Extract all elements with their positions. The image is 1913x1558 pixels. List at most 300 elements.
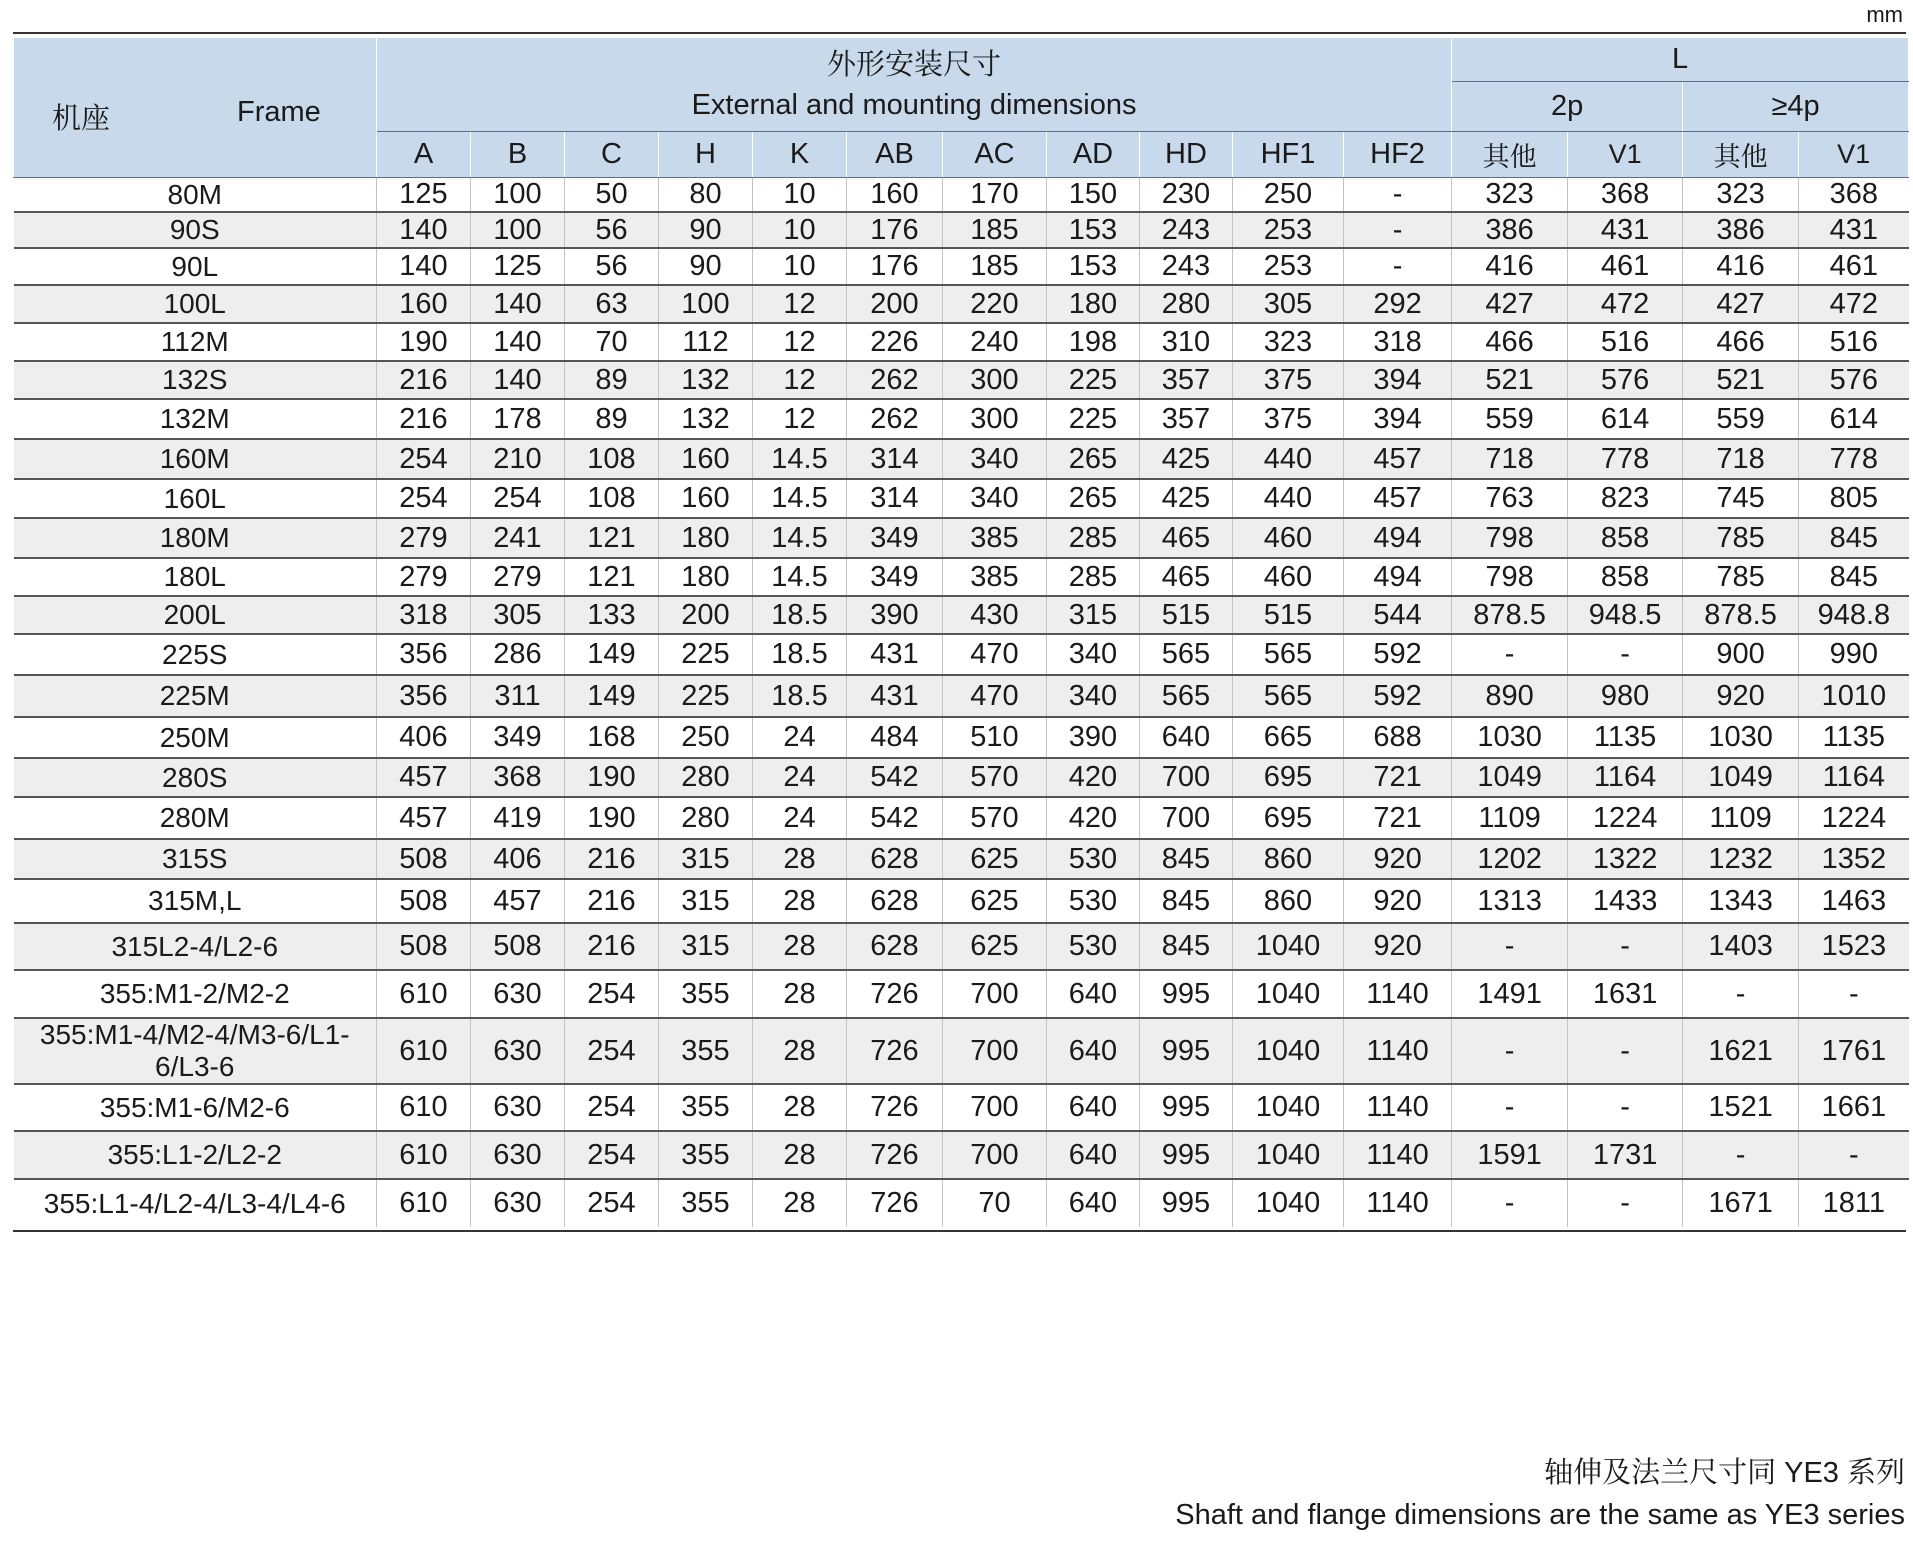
value-cell: 300 <box>943 399 1047 439</box>
value-cell: 419 <box>471 797 565 839</box>
value-cell: 318 <box>1344 323 1452 361</box>
value-cell: 153 <box>1047 248 1140 285</box>
value-cell: 845 <box>1140 839 1233 879</box>
value-cell: 200 <box>659 596 753 634</box>
value-cell: 845 <box>1140 879 1233 923</box>
value-cell: 1224 <box>1568 797 1683 839</box>
value-cell: - <box>1344 212 1452 248</box>
frame-cell: 355:M1-4/M2-4/M3-6/L1-6/L3-6 <box>14 1018 377 1084</box>
value-cell: 630 <box>471 1018 565 1084</box>
value-cell: 948.5 <box>1568 596 1683 634</box>
value-cell: 225 <box>1047 361 1140 399</box>
value-cell: 640 <box>1047 1179 1140 1227</box>
value-cell: 785 <box>1683 558 1799 596</box>
value-cell: 300 <box>943 361 1047 399</box>
value-cell: 108 <box>565 479 659 518</box>
value-cell: 89 <box>565 361 659 399</box>
value-cell: 628 <box>847 839 943 879</box>
value-cell: 190 <box>377 323 471 361</box>
value-cell: 226 <box>847 323 943 361</box>
value-cell: 108 <box>565 439 659 479</box>
frame-cell: 132S <box>14 361 377 399</box>
table-row <box>14 518 1909 558</box>
value-cell: 265 <box>1047 479 1140 518</box>
value-cell: 100 <box>471 178 565 213</box>
value-cell: 530 <box>1047 879 1140 923</box>
value-cell: 190 <box>565 797 659 839</box>
value-cell: 460 <box>1233 558 1344 596</box>
column-header-ab: AB <box>847 132 943 178</box>
value-cell: 133 <box>565 596 659 634</box>
value-cell: 516 <box>1799 323 1909 361</box>
value-cell: 368 <box>1568 178 1683 213</box>
value-cell: 140 <box>377 212 471 248</box>
value-cell: 640 <box>1140 717 1233 758</box>
value-cell: 279 <box>377 518 471 558</box>
value-cell: 700 <box>943 1084 1047 1131</box>
value-cell: 610 <box>377 1179 471 1227</box>
value-cell: 90 <box>659 248 753 285</box>
value-cell: 349 <box>847 518 943 558</box>
value-cell: 216 <box>377 399 471 439</box>
column-header-k: K <box>753 132 847 178</box>
value-cell: 465 <box>1140 518 1233 558</box>
value-cell: 285 <box>1047 558 1140 596</box>
value-cell: 349 <box>847 558 943 596</box>
value-cell: 292 <box>1344 285 1452 323</box>
value-cell: 570 <box>943 797 1047 839</box>
table-row <box>14 923 1909 970</box>
value-cell: 785 <box>1683 518 1799 558</box>
value-cell: 253 <box>1233 248 1344 285</box>
value-cell: 610 <box>377 1084 471 1131</box>
value-cell: - <box>1568 1018 1683 1084</box>
column-header-hf1: HF1 <box>1233 132 1344 178</box>
value-cell: 431 <box>1568 212 1683 248</box>
value-cell: 726 <box>847 1131 943 1179</box>
pole-2p-header: 2p <box>1452 82 1683 132</box>
value-cell: 890 <box>1452 675 1568 717</box>
value-cell: 100 <box>471 212 565 248</box>
value-cell: 1140 <box>1344 1018 1452 1084</box>
frame-cell: 280S <box>14 758 377 797</box>
value-cell: 494 <box>1344 518 1452 558</box>
frame-cell: 250M <box>14 717 377 758</box>
table-row <box>14 323 1909 361</box>
value-cell: 28 <box>753 1131 847 1179</box>
frame-cell: 112M <box>14 323 377 361</box>
value-cell: 28 <box>753 839 847 879</box>
frame-cell: 225S <box>14 634 377 675</box>
value-cell: 315 <box>659 923 753 970</box>
value-cell: 726 <box>847 970 943 1018</box>
value-cell: 920 <box>1344 839 1452 879</box>
value-cell: 225 <box>1047 399 1140 439</box>
value-cell: 254 <box>471 479 565 518</box>
value-cell: 542 <box>847 797 943 839</box>
value-cell: 14.5 <box>753 518 847 558</box>
value-cell: 28 <box>753 879 847 923</box>
value-cell: 14.5 <box>753 558 847 596</box>
value-cell: 375 <box>1233 399 1344 439</box>
value-cell: 515 <box>1233 596 1344 634</box>
value-cell: 1731 <box>1568 1131 1683 1179</box>
value-cell: 340 <box>943 439 1047 479</box>
value-cell: 198 <box>1047 323 1140 361</box>
footnote <box>1175 1452 1905 1536</box>
frame-cell: 280M <box>14 797 377 839</box>
table-row <box>14 879 1909 923</box>
value-cell: 349 <box>471 717 565 758</box>
value-cell: 470 <box>943 675 1047 717</box>
table-row <box>14 399 1909 439</box>
value-cell: 1232 <box>1683 839 1799 879</box>
value-cell: 570 <box>943 758 1047 797</box>
value-cell: 286 <box>471 634 565 675</box>
value-cell: - <box>1683 1131 1799 1179</box>
value-cell: 18.5 <box>753 596 847 634</box>
column-header-l-4p-other: 其他 <box>1683 132 1799 178</box>
value-cell: 90 <box>659 212 753 248</box>
value-cell: 178 <box>471 399 565 439</box>
value-cell: 995 <box>1140 1179 1233 1227</box>
value-cell: 778 <box>1568 439 1683 479</box>
value-cell: 1135 <box>1799 717 1909 758</box>
value-cell: 515 <box>1140 596 1233 634</box>
value-cell: 1040 <box>1233 923 1344 970</box>
value-cell: 323 <box>1233 323 1344 361</box>
value-cell: 160 <box>377 285 471 323</box>
table-row <box>14 248 1909 285</box>
value-cell: 185 <box>943 248 1047 285</box>
value-cell: 858 <box>1568 518 1683 558</box>
value-cell: - <box>1452 1018 1568 1084</box>
column-header-hd: HD <box>1140 132 1233 178</box>
value-cell: 995 <box>1140 1084 1233 1131</box>
value-cell: 1040 <box>1233 1131 1344 1179</box>
value-cell: 798 <box>1452 518 1568 558</box>
value-cell: 798 <box>1452 558 1568 596</box>
value-cell: 700 <box>943 1131 1047 1179</box>
value-cell: 688 <box>1344 717 1452 758</box>
value-cell: 1433 <box>1568 879 1683 923</box>
value-cell: 610 <box>377 1131 471 1179</box>
value-cell: 745 <box>1683 479 1799 518</box>
value-cell: 254 <box>377 439 471 479</box>
value-cell: 315 <box>659 879 753 923</box>
table-body <box>14 178 1909 1228</box>
table-row <box>14 970 1909 1018</box>
value-cell: 70 <box>943 1179 1047 1227</box>
value-cell: 125 <box>377 178 471 213</box>
value-cell: - <box>1452 1084 1568 1131</box>
table-row <box>14 758 1909 797</box>
value-cell: 14.5 <box>753 439 847 479</box>
value-cell: 823 <box>1568 479 1683 518</box>
value-cell: 700 <box>1140 758 1233 797</box>
value-cell: 140 <box>471 285 565 323</box>
value-cell: 254 <box>565 1131 659 1179</box>
value-cell: 262 <box>847 361 943 399</box>
value-cell: 878.5 <box>1452 596 1568 634</box>
value-cell: 310 <box>1140 323 1233 361</box>
value-cell: 28 <box>753 923 847 970</box>
value-cell: 311 <box>471 675 565 717</box>
value-cell: 394 <box>1344 361 1452 399</box>
value-cell: 323 <box>1452 178 1568 213</box>
dimension-table-wrapper <box>13 32 1906 1232</box>
value-cell: 279 <box>377 558 471 596</box>
frame-label-en: Frame <box>237 96 321 128</box>
table-row <box>14 1084 1909 1131</box>
value-cell: 153 <box>1047 212 1140 248</box>
value-cell: 1343 <box>1683 879 1799 923</box>
value-cell: 416 <box>1683 248 1799 285</box>
value-cell: 1140 <box>1344 970 1452 1018</box>
column-header-l-2p-v1: V1 <box>1568 132 1683 178</box>
value-cell: - <box>1568 923 1683 970</box>
table-row <box>14 797 1909 839</box>
value-cell: 920 <box>1344 923 1452 970</box>
value-cell: 1049 <box>1683 758 1799 797</box>
value-cell: 726 <box>847 1179 943 1227</box>
value-cell: 995 <box>1140 970 1233 1018</box>
value-cell: 176 <box>847 212 943 248</box>
value-cell: 180 <box>659 558 753 596</box>
value-cell: 425 <box>1140 439 1233 479</box>
frame-cell: 355:M1-2/M2-2 <box>14 970 377 1018</box>
value-cell: 521 <box>1452 361 1568 399</box>
value-cell: 466 <box>1683 323 1799 361</box>
value-cell: 461 <box>1568 248 1683 285</box>
value-cell: 355 <box>659 970 753 1018</box>
value-cell: 89 <box>565 399 659 439</box>
value-cell: 530 <box>1047 923 1140 970</box>
value-cell: 995 <box>1140 1018 1233 1084</box>
value-cell: 610 <box>377 970 471 1018</box>
value-cell: 220 <box>943 285 1047 323</box>
value-cell: 1010 <box>1799 675 1909 717</box>
value-cell: 628 <box>847 923 943 970</box>
value-cell: - <box>1568 1084 1683 1131</box>
value-cell: 254 <box>565 1179 659 1227</box>
value-cell: 28 <box>753 1179 847 1227</box>
dimensions-group-label-zh: 外形安装尺寸 <box>827 48 1002 81</box>
value-cell: 279 <box>471 558 565 596</box>
value-cell: 176 <box>847 248 943 285</box>
value-cell: 457 <box>1344 479 1452 518</box>
value-cell: 132 <box>659 399 753 439</box>
value-cell: 494 <box>1344 558 1452 596</box>
value-cell: 576 <box>1799 361 1909 399</box>
value-cell: 210 <box>471 439 565 479</box>
value-cell: 355 <box>659 1084 753 1131</box>
value-cell: 1631 <box>1568 970 1683 1018</box>
value-cell: 1040 <box>1233 1084 1344 1131</box>
value-cell: 140 <box>471 361 565 399</box>
value-cell: 355 <box>659 1018 753 1084</box>
value-cell: 457 <box>377 797 471 839</box>
value-cell: 508 <box>377 923 471 970</box>
value-cell: 530 <box>1047 839 1140 879</box>
frame-cell: 160M <box>14 439 377 479</box>
frame-cell: 355:L1-4/L2-4/L3-4/L4-6 <box>14 1179 377 1227</box>
value-cell: 56 <box>565 248 659 285</box>
frame-cell: 100L <box>14 285 377 323</box>
value-cell: - <box>1452 1179 1568 1227</box>
value-cell: 140 <box>471 323 565 361</box>
value-cell: 160 <box>659 479 753 518</box>
table-row <box>14 717 1909 758</box>
value-cell: 216 <box>565 879 659 923</box>
value-cell: 1030 <box>1683 717 1799 758</box>
unit-label: mm <box>1866 2 1903 27</box>
value-cell: 357 <box>1140 399 1233 439</box>
column-header-l-2p-other: 其他 <box>1452 132 1568 178</box>
column-header-hf2: HF2 <box>1344 132 1452 178</box>
value-cell: 1040 <box>1233 1179 1344 1227</box>
value-cell: 1313 <box>1452 879 1568 923</box>
frame-cell: 355:L1-2/L2-2 <box>14 1131 377 1179</box>
value-cell: 427 <box>1452 285 1568 323</box>
value-cell: - <box>1568 634 1683 675</box>
value-cell: 778 <box>1799 439 1909 479</box>
value-cell: 1521 <box>1683 1084 1799 1131</box>
value-cell: 356 <box>377 675 471 717</box>
value-cell: 100 <box>659 285 753 323</box>
value-cell: 250 <box>1233 178 1344 213</box>
value-cell: 858 <box>1568 558 1683 596</box>
value-cell: 10 <box>753 212 847 248</box>
value-cell: 216 <box>377 361 471 399</box>
value-cell: 427 <box>1683 285 1799 323</box>
value-cell: 1030 <box>1452 717 1568 758</box>
value-cell: 1140 <box>1344 1084 1452 1131</box>
value-cell: 1463 <box>1799 879 1909 923</box>
value-cell: 1523 <box>1799 923 1909 970</box>
dimensions-group-header <box>377 38 1452 132</box>
dimensions-group-label-en: External and mounting dimensions <box>691 88 1137 121</box>
table-row <box>14 212 1909 248</box>
value-cell: 394 <box>1344 399 1452 439</box>
value-cell: 12 <box>753 285 847 323</box>
value-cell: - <box>1452 634 1568 675</box>
value-cell: 510 <box>943 717 1047 758</box>
value-cell: 318 <box>377 596 471 634</box>
value-cell: 845 <box>1140 923 1233 970</box>
column-header-a: A <box>377 132 471 178</box>
value-cell: 990 <box>1799 634 1909 675</box>
value-cell: 285 <box>1047 518 1140 558</box>
table-row <box>14 675 1909 717</box>
value-cell: 170 <box>943 178 1047 213</box>
value-cell: 565 <box>1233 675 1344 717</box>
value-cell: 340 <box>1047 675 1140 717</box>
column-header-h: H <box>659 132 753 178</box>
table-row <box>14 634 1909 675</box>
frame-cell: 80M <box>14 178 377 213</box>
frame-cell: 180L <box>14 558 377 596</box>
value-cell: 521 <box>1683 361 1799 399</box>
frame-cell: 160L <box>14 479 377 518</box>
value-cell: - <box>1683 970 1799 1018</box>
value-cell: 390 <box>1047 717 1140 758</box>
table-row <box>14 479 1909 518</box>
column-header-b: B <box>471 132 565 178</box>
value-cell: 860 <box>1233 879 1344 923</box>
value-cell: 860 <box>1233 839 1344 879</box>
value-cell: 1491 <box>1452 970 1568 1018</box>
frame-cell: 90L <box>14 248 377 285</box>
value-cell: 614 <box>1799 399 1909 439</box>
value-cell: 254 <box>565 1018 659 1084</box>
value-cell: 431 <box>1799 212 1909 248</box>
value-cell: 1049 <box>1452 758 1568 797</box>
value-cell: 763 <box>1452 479 1568 518</box>
value-cell: 1140 <box>1344 1131 1452 1179</box>
dimension-table <box>13 37 1909 1227</box>
value-cell: 253 <box>1233 212 1344 248</box>
value-cell: 920 <box>1344 879 1452 923</box>
value-cell: 995 <box>1140 1131 1233 1179</box>
value-cell: 440 <box>1233 439 1344 479</box>
value-cell: 718 <box>1452 439 1568 479</box>
value-cell: 700 <box>943 1018 1047 1084</box>
bottom-rule <box>13 1230 1906 1232</box>
value-cell: 355 <box>659 1179 753 1227</box>
value-cell: 805 <box>1799 479 1909 518</box>
value-cell: 1671 <box>1683 1179 1799 1227</box>
value-cell: 70 <box>565 323 659 361</box>
value-cell: 420 <box>1047 797 1140 839</box>
value-cell: 230 <box>1140 178 1233 213</box>
value-cell: 200 <box>847 285 943 323</box>
table-header <box>14 38 1909 178</box>
value-cell: 472 <box>1799 285 1909 323</box>
frame-cell: 315L2-4/L2-6 <box>14 923 377 970</box>
value-cell: 726 <box>847 1084 943 1131</box>
value-cell: 314 <box>847 479 943 518</box>
value-cell: 386 <box>1683 212 1799 248</box>
table-row <box>14 439 1909 479</box>
value-cell: 630 <box>471 970 565 1018</box>
table-row <box>14 285 1909 323</box>
value-cell: 630 <box>471 1179 565 1227</box>
value-cell: 695 <box>1233 758 1344 797</box>
value-cell: 132 <box>659 361 753 399</box>
value-cell: 878.5 <box>1683 596 1799 634</box>
table-row <box>14 558 1909 596</box>
value-cell: 112 <box>659 323 753 361</box>
value-cell: 440 <box>1233 479 1344 518</box>
value-cell: 280 <box>659 797 753 839</box>
value-cell: 1403 <box>1683 923 1799 970</box>
value-cell: 10 <box>753 248 847 285</box>
value-cell: 121 <box>565 558 659 596</box>
value-cell: 314 <box>847 439 943 479</box>
value-cell: 508 <box>377 839 471 879</box>
value-cell: 980 <box>1568 675 1683 717</box>
value-cell: 721 <box>1344 797 1452 839</box>
value-cell: 18.5 <box>753 634 847 675</box>
frame-cell: 315S <box>14 839 377 879</box>
frame-cell: 315M,L <box>14 879 377 923</box>
value-cell: 216 <box>565 839 659 879</box>
value-cell: 700 <box>1140 797 1233 839</box>
value-cell: 470 <box>943 634 1047 675</box>
value-cell: - <box>1568 1179 1683 1227</box>
length-header: L <box>1452 38 1909 82</box>
